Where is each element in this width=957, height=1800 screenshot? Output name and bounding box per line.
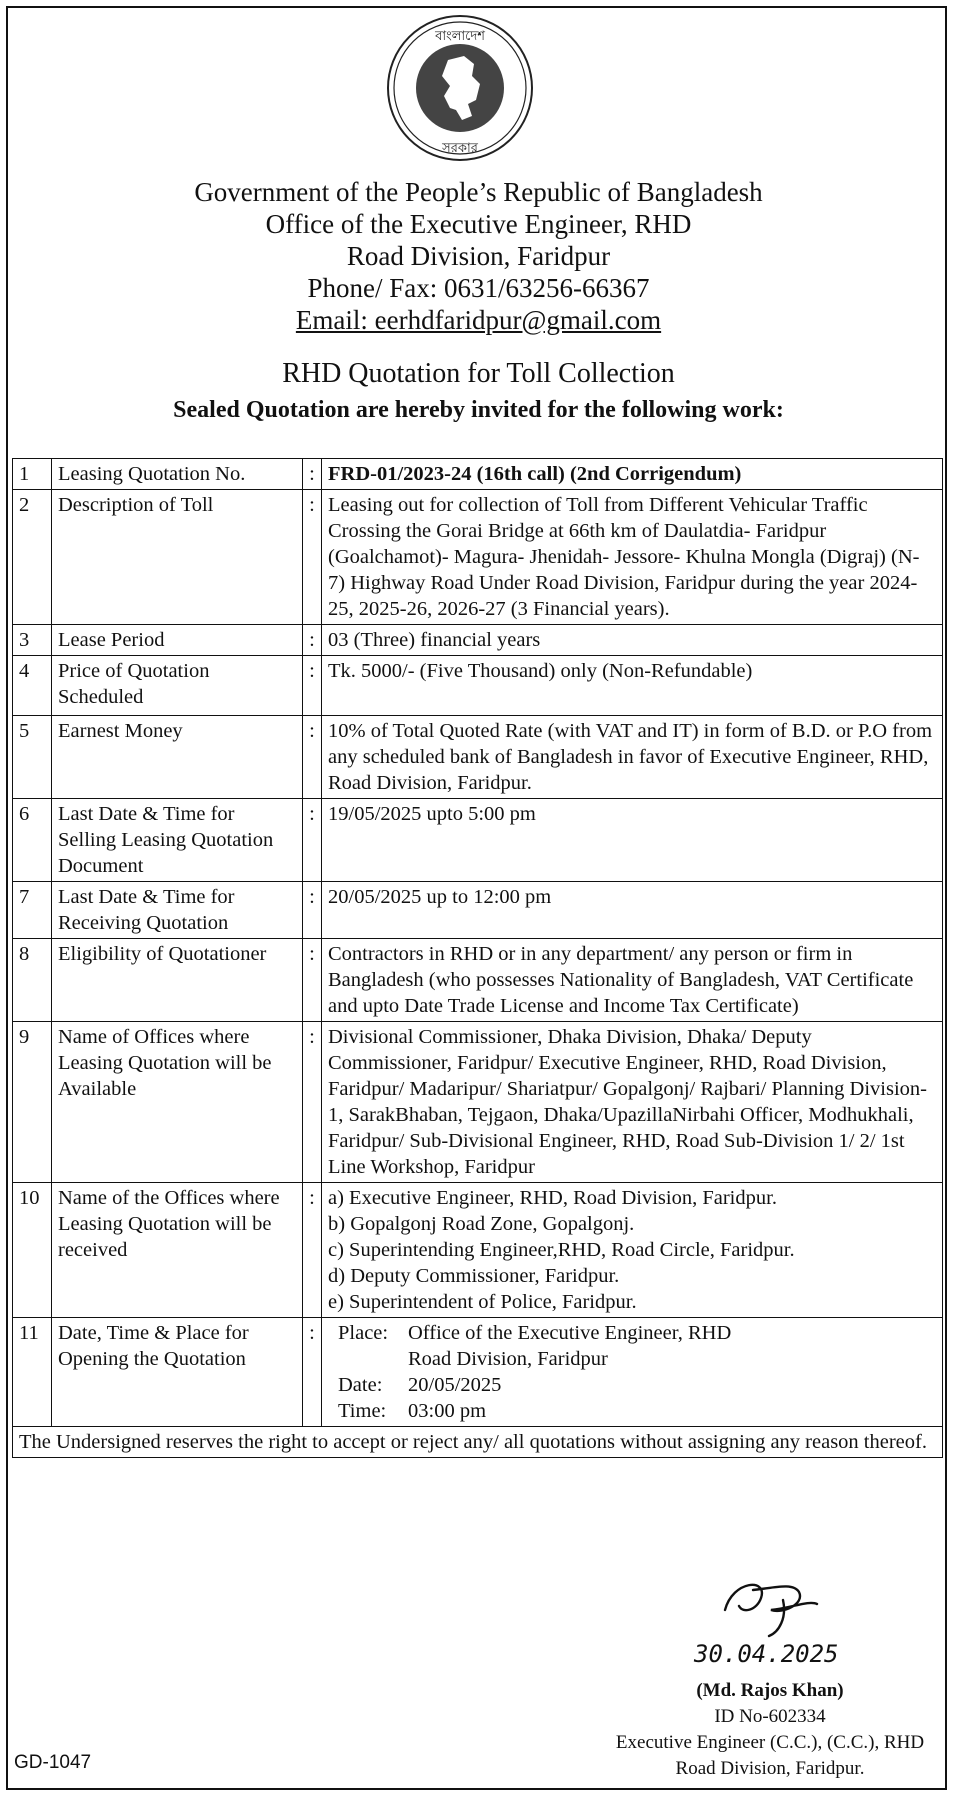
row-label: Eligibility of Quotationer (52, 939, 303, 1022)
list-item: d) Deputy Commissioner, Faridpur. (328, 1265, 620, 1287)
row-number: 10 (13, 1183, 52, 1318)
row-value: 20/05/2025 up to 12:00 pm (322, 882, 943, 939)
signature-date: 30.04.2025 (694, 1640, 839, 1668)
row-number: 1 (13, 459, 52, 490)
row-label: Leasing Quotation No. (52, 459, 303, 490)
row-label: Name of Offices where Leasing Quotation will be Available (52, 1022, 303, 1183)
row-number: 8 (13, 939, 52, 1022)
received-offices-list (322, 1183, 943, 1318)
row-number: 9 (13, 1022, 52, 1183)
place-line-1: Office of the Executive Engineer, RHD (408, 1322, 732, 1344)
officer-office: Road Division, Faridpur. (675, 1758, 865, 1779)
date-value: 20/05/2025 (408, 1374, 502, 1396)
place-line-2: Road Division, Faridpur (408, 1348, 608, 1370)
row-value: Leasing out for collection of Toll from Different Vehicular Traffic Crossing the Gorai Bridge at 66th km of Daulatdia- Faridpur (Goalchamot)- Magura- Jhenidah- Jessore- Khulna Mongla (Digraj) (N-7) Highway Road Under Road Division, Faridpur during the year 2024-25, 2025-26, 2026-27 (3 Financial years). (322, 490, 943, 625)
row-colon: : (303, 1183, 322, 1318)
table-row (13, 939, 943, 1022)
officer-block (600, 1678, 940, 1782)
row-number: 2 (13, 490, 52, 625)
officer-id: ID No-602334 (714, 1706, 826, 1727)
opening-details (322, 1318, 943, 1427)
officer-designation: Executive Engineer (C.C.), (C.C.), RHD (615, 1732, 925, 1753)
government-seal (384, 12, 536, 164)
row-label: Date, Time & Place for Opening the Quotation (52, 1318, 303, 1427)
footer-note: The Undersigned reserves the right to accept or reject any/ all quotations without assigning any reason thereof. (13, 1427, 943, 1458)
row-value: Contractors in RHD or in any department/ any person or firm in Bangladesh (who possesses Nationality of Bangladesh, VAT Certificate and upto Date Trade License and Income Tax Certificate) (322, 939, 943, 1022)
row-colon: : (303, 939, 322, 1022)
footer-row (13, 1427, 943, 1458)
page-subtitle: Sealed Quotation are hereby invited for the following work: (173, 397, 784, 423)
table-row (13, 625, 943, 656)
row-number: 4 (13, 656, 52, 716)
row-label: Description of Toll (52, 490, 303, 625)
header-government: Government of the People’s Republic of Bangladesh (194, 177, 763, 207)
row-number: 11 (13, 1318, 52, 1427)
row-colon: : (303, 459, 322, 490)
office-header (0, 176, 957, 336)
row-colon: : (303, 490, 322, 625)
table-row (13, 1022, 943, 1183)
table-row (13, 459, 943, 490)
header-email[interactable]: Email: eerhdfaridpur@gmail.com (295, 305, 662, 335)
date-label: Date: (338, 1374, 383, 1396)
list-item: a) Executive Engineer, RHD, Road Division, Faridpur. (328, 1187, 777, 1209)
row-colon: : (303, 799, 322, 882)
row-label: Name of the Offices where Leasing Quotation will be received (52, 1183, 303, 1318)
row-label: Price of Quotation Scheduled (52, 656, 303, 716)
list-item: e) Superintendent of Police, Faridpur. (328, 1291, 637, 1313)
svg-text:বাংলাদেশ: বাংলাদেশ (435, 29, 485, 44)
row-colon: : (303, 716, 322, 799)
row-label: Earnest Money (52, 716, 303, 799)
row-label: Last Date & Time for Receiving Quotation (52, 882, 303, 939)
header-division: Road Division, Faridpur (346, 241, 611, 271)
quotation-table (12, 458, 943, 1458)
row-number: 7 (13, 882, 52, 939)
header-phone: Phone/ Fax: 0631/63256-66367 (307, 273, 650, 303)
row-colon: : (303, 625, 322, 656)
time-label: Time: (338, 1400, 387, 1422)
place-label: Place: (338, 1322, 389, 1344)
row-value: Divisional Commissioner, Dhaka Division, Dhaka/ Deputy Commissioner, Faridpur/ Executive Engineer, RHD, Road Division, Faridpur/ Madaripur/ Shariatpur/ Gopalgonj/ Rajbari/ Planning Division- 1, SarakBhaban, Tejgaon, Dhaka/UpazillaNirbahi Officer, Modhukhali, Faridpur/ Sub-Divisional Engineer, RHD, Road Sub-Division 1/ 2/ 1st Line Workshop, Faridpur (322, 1022, 943, 1183)
officer-name: (Md. Rajos Khan) (696, 1680, 844, 1701)
row-value: Tk. 5000/- (Five Thousand) only (Non-Refundable) (322, 656, 943, 716)
row-label: Last Date & Time for Selling Leasing Quotation Document (52, 799, 303, 882)
row-number: 3 (13, 625, 52, 656)
row-label: Lease Period (52, 625, 303, 656)
table-row (13, 799, 943, 882)
row-colon: : (303, 1022, 322, 1183)
row-colon: : (303, 656, 322, 716)
list-item: c) Superintending Engineer,RHD, Road Circle, Faridpur. (328, 1239, 795, 1261)
table-row (13, 882, 943, 939)
table-row (13, 490, 943, 625)
header-office: Office of the Executive Engineer, RHD (265, 209, 692, 239)
row-colon: : (303, 1318, 322, 1427)
signature-scribble (713, 1570, 833, 1645)
table-row (13, 1183, 943, 1318)
time-value: 03:00 pm (408, 1400, 487, 1422)
document-code: GD-1047 (14, 1752, 92, 1773)
table-row (13, 656, 943, 716)
svg-text:সরকার: সরকার (442, 141, 478, 156)
table-row (13, 1318, 943, 1427)
row-value: 19/05/2025 upto 5:00 pm (322, 799, 943, 882)
row-number: 5 (13, 716, 52, 799)
table-row (13, 716, 943, 799)
row-value: FRD-01/2023-24 (16th call) (2nd Corrigendum) (322, 459, 943, 490)
page-title: RHD Quotation for Toll Collection (282, 358, 675, 389)
row-value: 10% of Total Quoted Rate (with VAT and IT) in form of B.D. or P.O from any scheduled bank of Bangladesh in favor of Executive Engineer, RHD, Road Division, Faridpur. (322, 716, 943, 799)
row-number: 6 (13, 799, 52, 882)
list-item: b) Gopalgonj Road Zone, Gopalgonj. (328, 1213, 635, 1235)
row-value: 03 (Three) financial years (322, 625, 943, 656)
row-colon: : (303, 882, 322, 939)
